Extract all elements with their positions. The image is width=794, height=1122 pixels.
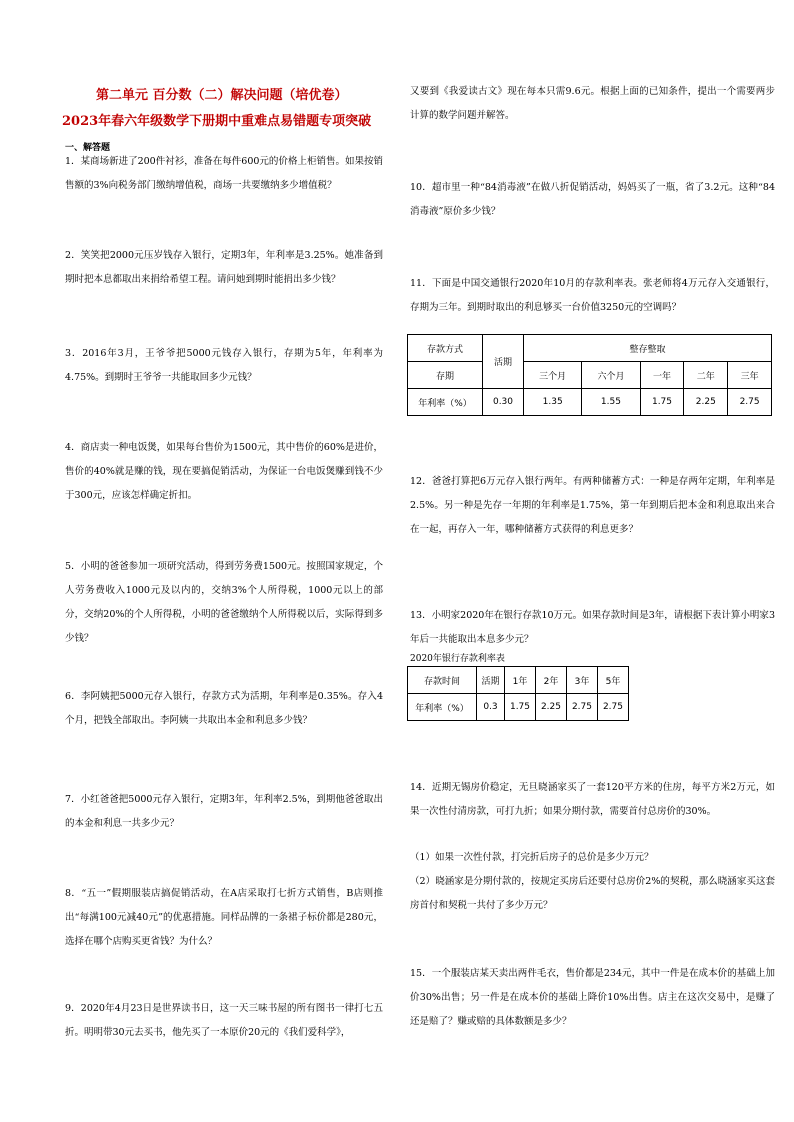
question-7: 7．小红爸爸把5000元存入银行，定期3年，年利率2.5%，到期他爸爸取出的本金和利息一共多少元？ <box>65 794 383 829</box>
question-5: 5．小明的爸爸参加一项研究活动，得到劳务费1500元。按照国家规定，个人劳务费收入1000元及以内的，交纳3%个人所得税，1000元以上的部分，交纳20%的个人所得税，小明的爸爸缴纳个人所得税以后，实际得到多少钱？ <box>65 561 383 644</box>
table-header-cell: 存期 <box>408 362 483 389</box>
table-header-cell: 一年 <box>640 362 684 389</box>
table-header-cell: 三年 <box>728 362 772 389</box>
page-subtitle: 2023年春六年级数学下册期中重难点易错题专项突破 <box>62 114 372 129</box>
table-row <box>408 694 629 721</box>
table-cell: 0.30 <box>483 389 524 416</box>
table-header-cell: 3年 <box>566 667 597 694</box>
table-cell: 1.55 <box>582 389 640 416</box>
page-title: 第二单元 百分数（二）解决问题（培优卷） <box>96 88 348 103</box>
question-13: 13．小明家2020年在银行存款10万元。如果存款时间是3年，请根据下表计算小明家3年后一共能取出本息多少元？ <box>410 610 775 645</box>
table-header-cell: 2年 <box>535 667 566 694</box>
table-header-cell: 5年 <box>597 667 628 694</box>
question-9: 9．2020年4月23日是世界读书日，这一天三味书屋的所有图书一律打七五折。明明带30元去买书，他先买了一本原价20元的《我们爱科学》， <box>65 1003 383 1038</box>
question-11: 11．下面是中国交通银行2020年10月的存款利率表。张老师将4万元存入交通银行，存期为三年。到期时取出的利息够买一台价值3250元的空调吗？ <box>410 278 775 313</box>
question-15: 15．一个服装店某天卖出两件毛衣，售价都是234元，其中一件是在成本价的基础上加价30%出售；另一件是在成本价的基础上降价10%出售。店主在这次交易中，是赚了还是赔了？赚或赔的具体数额是多少？ <box>410 968 775 1027</box>
table-header-cell: 存款时间 <box>408 667 477 694</box>
deposit-rate-table <box>407 666 629 721</box>
table-header-cell: 活期 <box>483 335 524 389</box>
table-header-cell: 整存整取 <box>524 335 772 362</box>
table-header-cell: 存款方式 <box>408 335 483 362</box>
table-cell: 年利率（%） <box>408 389 483 416</box>
question-1: 1．某商场新进了200件衬衫，准备在每件600元的价格上柜销售。如果按销售额的3%向税务部门缴纳增值税，商场一共要缴纳多少增值税？ <box>65 156 383 191</box>
question-14-part-2: （2）晓涵家是分期付款的，按规定买房后还要付总房价2%的契税，那么晓涵家买这套房首付和契税一共付了多少万元？ <box>410 876 775 911</box>
table-header-cell: 活期 <box>477 667 505 694</box>
table-cell: 2.25 <box>535 694 566 721</box>
table-header-cell: 二年 <box>684 362 728 389</box>
table-cell: 0.3 <box>477 694 505 721</box>
table-row <box>408 335 772 362</box>
question-9-continued: 又要到《我爱读古文》现在每本只需9.6元。根据上面的已知条件，提出一个需要两步计算的数学问题并解答。 <box>410 86 775 121</box>
question-10: 10．超市里一种“84消毒液”在做八折促销活动，妈妈买了一瓶，省了3.2元。这种“84消毒液”原价多少钱？ <box>410 182 775 217</box>
table-cell: 1.75 <box>640 389 684 416</box>
table-row <box>408 362 772 389</box>
table-cell: 1.35 <box>524 389 582 416</box>
table-cell: 年利率（%） <box>408 694 477 721</box>
table-cell: 2.75 <box>597 694 628 721</box>
question-2: 2．笑笑把2000元压岁钱存入银行，定期3年，年利率是3.25%。她准备到期时把本息都取出来捐给希望工程。请问她到期时能捐出多少钱？ <box>65 250 383 285</box>
table-cell: 2.25 <box>684 389 728 416</box>
question-3: 3．2016年3月，王爷爷把5000元钱存入银行，存期为5年，年利率为4.75%。到期时王爷爷一共能取回多少元钱？ <box>65 348 383 383</box>
interest-rate-table <box>407 334 772 416</box>
table-cell: 2.75 <box>566 694 597 721</box>
question-4: 4．商店卖一种电饭煲，如果每台售价为1500元，其中售价的60%是进价，售价的40%就是赚的钱，现在要搞促销活动，为保证一台电饭煲赚到钱不少于300元，应该怎样确定折扣。 <box>65 442 383 501</box>
question-14-part-1: （1）如果一次性付款，打完折后房子的总价是多少万元？ <box>410 852 654 863</box>
table-header-cell: 六个月 <box>582 362 640 389</box>
question-12: 12．爸爸打算把6万元存入银行两年。有两种储蓄方式：一种是存两年定期，年利率是2.5%。另一种是先存一年期的年利率是1.75%，第一年到期后把本金和利息取出来合在一起，再存入一年，哪种储蓄方式获得的利息更多？ <box>410 476 775 535</box>
table-row <box>408 389 772 416</box>
table-caption: 2020年银行存款利率表 <box>410 654 505 664</box>
question-14: 14．近期无锡房价稳定，无旦晓涵家买了一套120平方米的住房，每平方米2万元，如果一次性付清房款，可打九折；如果分期付款，需要首付总房价的30%。 <box>410 782 775 817</box>
table-cell: 2.75 <box>728 389 772 416</box>
question-8: 8．“五一”假期服装店搞促销活动，在A店采取打七折方式销售，B店则推出“每满100元减40元”的优惠措施。同样品牌的一条裙子标价都是280元，选择在哪个店购买更省钱？为什么？ <box>65 888 383 947</box>
table-cell: 1.75 <box>505 694 536 721</box>
table-row <box>408 667 629 694</box>
question-6: 6．李阿姨把5000元存入银行，存款方式为活期，年利率是0.35%。存入4个月，把钱全部取出。李阿姨一共取出本金和利息多少钱？ <box>65 691 383 726</box>
table-header-cell: 1年 <box>505 667 536 694</box>
section-heading: 一、解答题 <box>65 143 111 153</box>
table-header-cell: 三个月 <box>524 362 582 389</box>
